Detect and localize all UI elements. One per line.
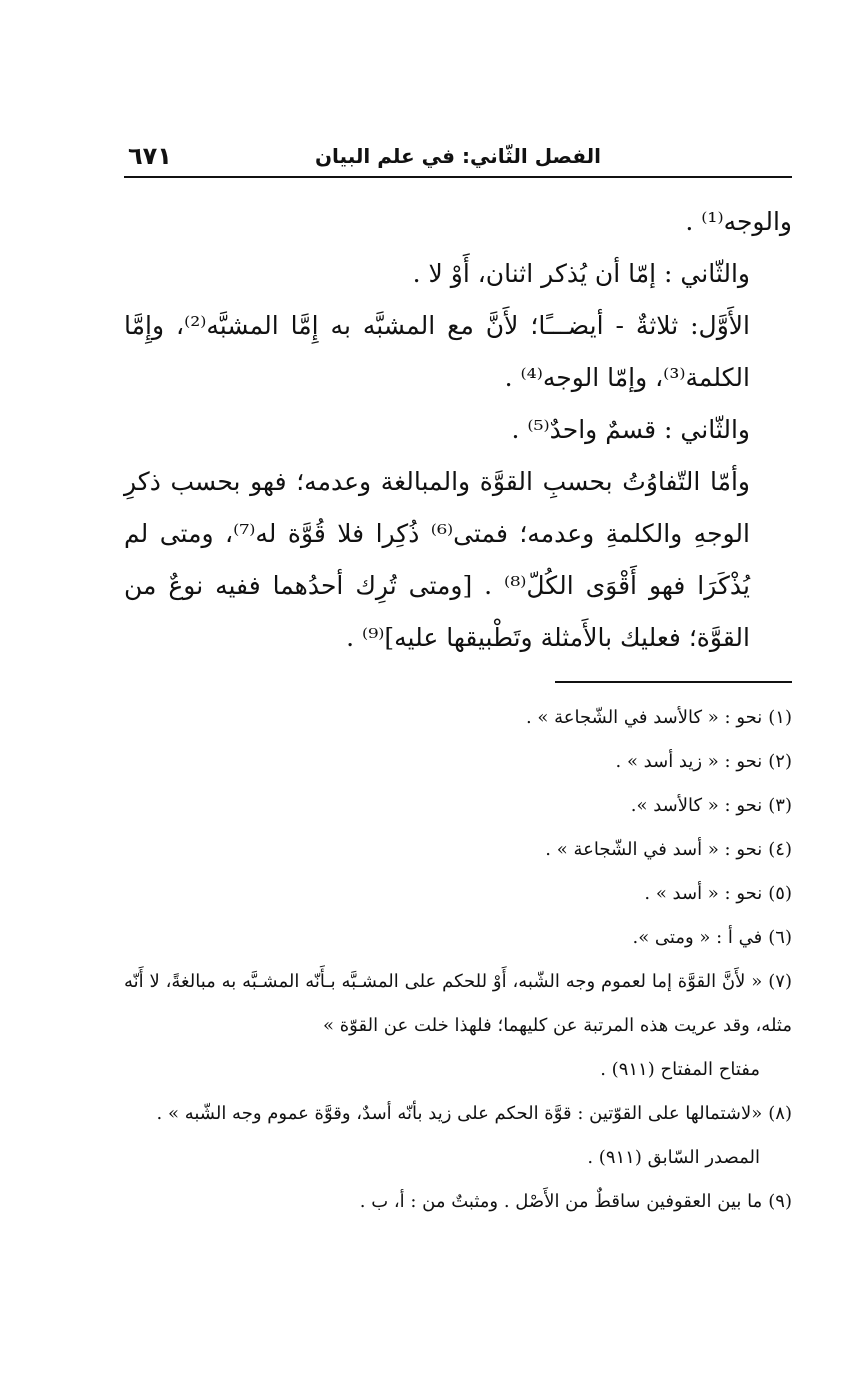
footnote-number: (١) [768,707,792,728]
body-paragraph: والثّاني : إمّا أن يُذكر اثنان، أَوْ لا . [412,259,750,288]
footnote-number: (٧) [768,971,792,992]
footnotes [124,696,792,1224]
body-paragraph: والثّاني : قسمٌ واحدٌ⁽⁵⁾ . [511,415,750,444]
footnote-number: (٢) [768,751,792,772]
body-paragraph: وأمّا التّفاوُتُ بحسبِ القوَّة والمبالغة وعدمه؛ فهو بحسب ذكرِ الوجهِ والكلمةِ وعدمه؛ فمتى⁽⁶⁾ ذُكِرا فلا قُوَّة له⁽⁷⁾، ومتى لم يُذْكَرَا فهو أَقْوَى الكُلّ⁽⁸⁾ . [ومتى تُرِك أحدُهما ففيه نوعٌ من القوَّة؛ فعليك بالأَمثلة وتَطْبيقها عليه]⁽⁹⁾ . [124,467,751,652]
running-head: الفصل الثّاني: في علم البيان [314,144,602,168]
body-text [124,196,792,664]
footnote-text: نحو : « أسد » . [644,883,763,904]
footnote-number: (٥) [768,883,792,904]
footnote [124,1180,792,1224]
footnote [124,784,792,828]
page-header [124,136,792,178]
footnote-continuation: مفتاح المفتاح (٩١١) . [600,1059,760,1080]
footnote-number: (٦) [768,927,792,948]
footnote-number: (٤) [768,839,792,860]
footnote-number: (٩) [768,1191,792,1212]
footnote [124,828,792,872]
footnote-divider [555,681,792,683]
footnote [124,740,792,784]
footnote-continuation: المصدر السّابق (٩١١) . [587,1147,760,1168]
page-number: ٦٧١ [128,142,172,170]
footnote [124,696,792,740]
footnote [124,1092,792,1136]
footnote-text: نحو : « أسد في الشّجاعة » . [545,839,763,860]
footnote-text: نحو : « زيد أسد » . [615,751,763,772]
footnote-number: (٨) [768,1103,792,1124]
footnote [124,872,792,916]
footnote-text: « لأَنَّ القوَّة إما لعموم وجه الشّبه، أَوْ للحكم على المشـبَّه بـأَنّه المشـبَّه به مبالغةً، لا أَنّه مثله، وقد عريت هذه المرتبة عن كليهما؛ فلهذا خلت عن القوّة » [124,971,792,1036]
footnote-text: في أ : « ومتى ». [632,927,763,948]
body-paragraph: والوجه⁽¹⁾ . [685,207,792,236]
footnote-text: «لاشتمالها على القوّتين : قوَّة الحكم على زيد بأنّه أسدٌ، وقوَّة عموم وجه الشّبه » . [156,1103,763,1124]
footnote [124,960,792,1048]
body-paragraph: الأَوَّل: ثلاثةٌ - أيضـــًا؛ لأَنَّ مع المشبَّه به إِمَّا المشبَّه⁽²⁾، وإِمَّا الكلمة⁽³⁾، وإمّا الوجه⁽⁴⁾ . [124,311,750,392]
footnote-text: نحو : « كالأسد في الشّجاعة » . [525,707,763,728]
footnote [124,916,792,960]
footnote-text: ما بين العقوفين ساقطٌ من الأَصْل . ومثبتٌ من : أ، ب . [359,1191,763,1212]
footnote-text: نحو : « كالأسد ». [630,795,763,816]
footnote-number: (٣) [768,795,792,816]
